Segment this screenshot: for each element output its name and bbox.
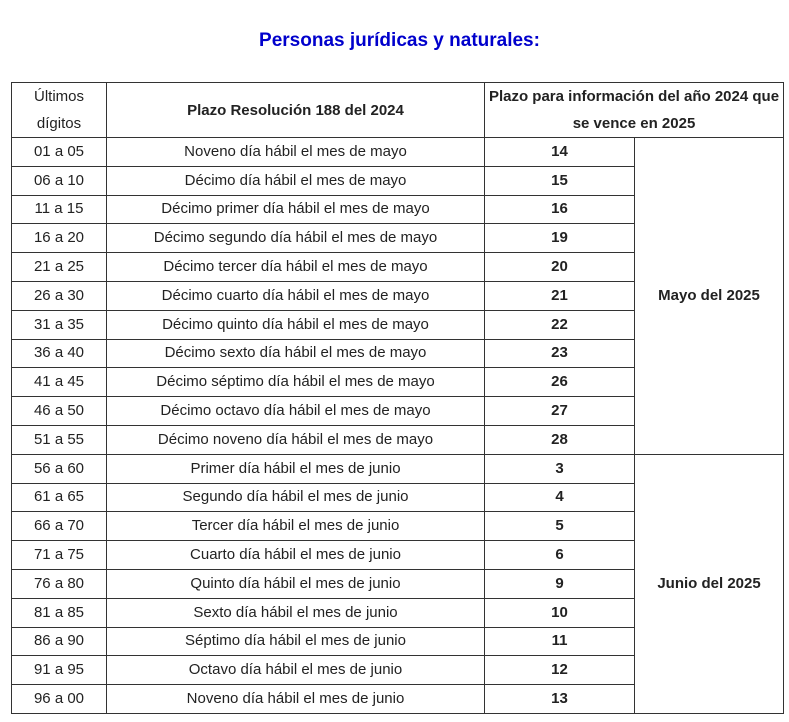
term-cell: Tercer día hábil el mes de junio [107,512,485,541]
day-cell: 4 [485,483,635,512]
page-title: Personas jurídicas y naturales: [259,30,540,51]
term-cell: Séptimo día hábil el mes de junio [107,627,485,656]
day-cell: 19 [485,224,635,253]
table-body [12,138,784,714]
digits-cell: 41 a 45 [12,368,107,397]
digits-cell: 11 a 15 [12,195,107,224]
term-cell: Décimo sexto día hábil el mes de mayo [107,339,485,368]
digits-cell: 56 a 60 [12,454,107,483]
table-header [12,83,784,138]
term-cell: Segundo día hábil el mes de junio [107,483,485,512]
digits-cell: 01 a 05 [12,138,107,167]
term-cell: Sexto día hábil el mes de junio [107,598,485,627]
digits-cell: 86 a 90 [12,627,107,656]
day-cell: 3 [485,454,635,483]
day-cell: 14 [485,138,635,167]
day-cell: 23 [485,339,635,368]
digits-cell: 96 a 00 [12,685,107,714]
day-cell: 27 [485,397,635,426]
term-cell: Décimo segundo día hábil el mes de mayo [107,224,485,253]
day-cell: 11 [485,627,635,656]
day-cell: 6 [485,541,635,570]
term-cell: Décimo tercer día hábil el mes de mayo [107,253,485,282]
day-cell: 5 [485,512,635,541]
term-cell: Octavo día hábil el mes de junio [107,656,485,685]
month-cell-may: Mayo del 2025 [635,138,784,455]
term-cell: Décimo séptimo día hábil el mes de mayo [107,368,485,397]
term-cell: Primer día hábil el mes de junio [107,454,485,483]
day-cell: 20 [485,253,635,282]
digits-cell: 36 a 40 [12,339,107,368]
header-deadline: Plazo para información del año 2024 que se vence en 2025 [485,83,784,138]
deadline-table [11,82,784,714]
term-cell: Quinto día hábil el mes de junio [107,569,485,598]
day-cell: 26 [485,368,635,397]
digits-cell: 51 a 55 [12,425,107,454]
digits-cell: 61 a 65 [12,483,107,512]
day-cell: 9 [485,569,635,598]
digits-cell: 91 a 95 [12,656,107,685]
term-cell: Décimo octavo día hábil el mes de mayo [107,397,485,426]
digits-cell: 21 a 25 [12,253,107,282]
term-cell: Noveno día hábil el mes de mayo [107,138,485,167]
table-row [12,138,784,167]
digits-cell: 81 a 85 [12,598,107,627]
digits-cell: 66 a 70 [12,512,107,541]
day-cell: 10 [485,598,635,627]
day-cell: 12 [485,656,635,685]
day-cell: 15 [485,166,635,195]
day-cell: 16 [485,195,635,224]
header-digits: Últimos dígitos [12,83,107,138]
header-resolution: Plazo Resolución 188 del 2024 [107,83,485,138]
term-cell: Noveno día hábil el mes de junio [107,685,485,714]
day-cell: 22 [485,310,635,339]
digits-cell: 16 a 20 [12,224,107,253]
day-cell: 13 [485,685,635,714]
term-cell: Cuarto día hábil el mes de junio [107,541,485,570]
day-cell: 21 [485,281,635,310]
term-cell: Décimo noveno día hábil el mes de mayo [107,425,485,454]
month-cell-june: Junio del 2025 [635,454,784,713]
digits-cell: 06 a 10 [12,166,107,195]
day-cell: 28 [485,425,635,454]
term-cell: Décimo día hábil el mes de mayo [107,166,485,195]
term-cell: Décimo cuarto día hábil el mes de mayo [107,281,485,310]
term-cell: Décimo quinto día hábil el mes de mayo [107,310,485,339]
digits-cell: 31 a 35 [12,310,107,339]
digits-cell: 26 a 30 [12,281,107,310]
digits-cell: 71 a 75 [12,541,107,570]
table-row [12,454,784,483]
digits-cell: 46 a 50 [12,397,107,426]
header-row [12,83,784,138]
term-cell: Décimo primer día hábil el mes de mayo [107,195,485,224]
digits-cell: 76 a 80 [12,569,107,598]
